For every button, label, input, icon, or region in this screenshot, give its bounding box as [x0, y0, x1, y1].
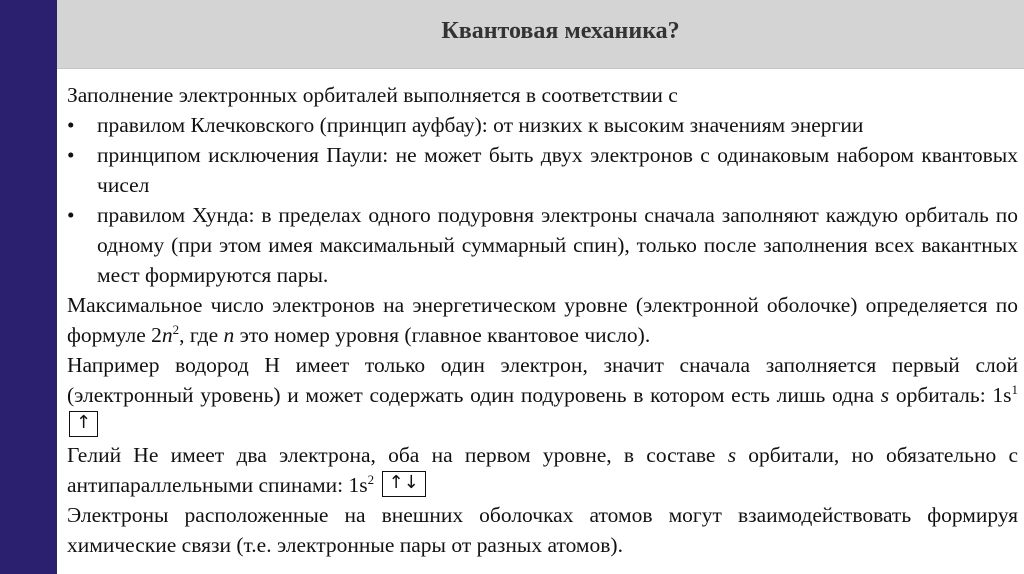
superscript: 1 [1011, 381, 1018, 397]
text-span: Максимальное число электронов на энергетическом уровне (электронной оболочке) определяется по формуле 2 [67, 293, 1018, 347]
header-bar [57, 0, 1024, 69]
n-symbol: n [161, 323, 173, 347]
list-item [67, 110, 1018, 140]
max-electrons-paragraph [67, 290, 1018, 350]
text-span: орбиталь: 1s [889, 383, 1012, 407]
bullet-icon: • [67, 203, 75, 227]
n-symbol: n [223, 323, 235, 347]
orbital-box-updown: ↑↓ [382, 471, 426, 497]
text-span: орбитали, но обязательно с антипараллельными спинами: 1s [67, 443, 1018, 498]
text-span: , где [179, 323, 224, 347]
slide-content [67, 80, 1018, 560]
superscript: 2 [172, 321, 180, 337]
list-item [67, 140, 1018, 200]
text-span: Гелий He имеет два электрона, оба на первом уровне, в составе [67, 443, 728, 468]
bullet-icon: • [67, 113, 75, 137]
list-item-text: правилом Клечковского (принцип ауфбау): от низких к высоким значениям энергии [97, 113, 864, 137]
superscript: 2 [367, 471, 375, 487]
list-item-text: правилом Хунда: в пределах одного подуровня электроны сначала заполняют каждую орбиталь по одному (при этом имея максимальный суммарный спин), только после заполнения всех вакантных мест формируются пары. [97, 203, 1018, 287]
list-item [67, 200, 1018, 290]
s-symbol: s [727, 443, 737, 468]
text-span: это номер уровня (главное квантовое число). [234, 323, 651, 347]
page-title: Квантовая механика? [441, 18, 680, 44]
text-span: Например водород H имеет только один электрон, значит сначала заполняется первый слой (электронный уровень) и может содержать один подуровень в котором есть лишь одна [67, 353, 1018, 407]
hydrogen-paragraph [67, 350, 1018, 440]
outer-shell-paragraph: Электроны расположенные на внешних оболочках атомов могут взаимодействовать формируя химические связи (т.е. электронные пары от разных атомов). [67, 503, 1018, 558]
orbital-box-up: ↑ [69, 411, 98, 437]
sidebar-accent [0, 0, 57, 574]
list-item-text: принципом исключения Паули: не может быть двух электронов с одинаковым набором квантовых чисел [97, 143, 1018, 197]
helium-paragraph [67, 440, 1018, 500]
s-symbol: s [880, 383, 890, 407]
intro-text: Заполнение электронных орбиталей выполняется в соответствии с [67, 83, 678, 107]
bullet-icon: • [67, 143, 75, 167]
